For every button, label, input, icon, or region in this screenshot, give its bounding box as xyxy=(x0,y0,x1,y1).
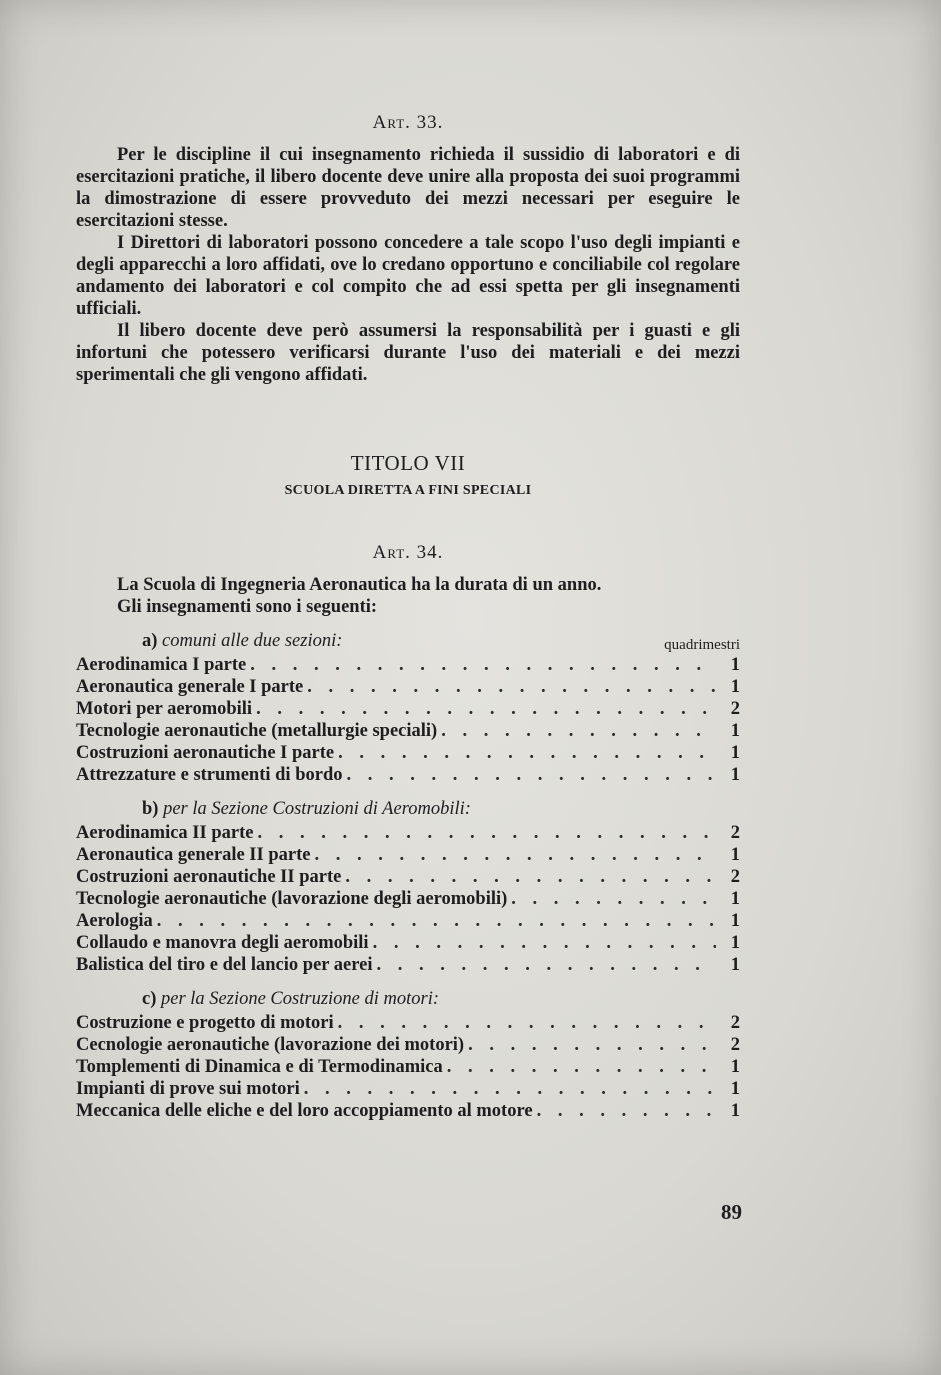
section-heading xyxy=(76,988,740,1012)
dot-leader xyxy=(376,954,716,976)
course-row xyxy=(76,1078,740,1100)
course-row xyxy=(76,954,740,976)
dot-leader xyxy=(257,822,716,844)
course-row xyxy=(76,910,740,932)
article-33-paragraph: Il libero docente deve però assumersi la responsabilità per i guasti e gli infortuni che potessero verificarsi durante l'uso dei materiali e dei mezzi sperimentali che gli vengono affidati. xyxy=(76,321,740,385)
course-row xyxy=(76,698,740,720)
course-quadrimestri-value: 1 xyxy=(730,845,740,865)
dot-leader xyxy=(468,1034,716,1056)
dot-leader xyxy=(256,698,716,720)
course-row xyxy=(76,822,740,844)
course-name: Attrezzature e strumenti di bordo xyxy=(76,765,343,785)
course-row xyxy=(76,1012,740,1034)
dot-leader xyxy=(441,720,716,742)
section-letter: c) xyxy=(142,989,157,1009)
course-name: Costruzioni aeronautiche I parte xyxy=(76,743,335,763)
section-title: comuni alle due sezioni: xyxy=(162,631,343,651)
course-name: Aeronautica generale I parte xyxy=(76,677,304,697)
course-row xyxy=(76,1100,740,1122)
course-name: Cecnologie aeronautiche (lavorazione dei motori) xyxy=(76,1035,465,1055)
course-name: Balistica del tiro e del lancio per aerei xyxy=(76,955,373,975)
title-subheading: SCUOLA DIRETTA A FINI SPECIALI xyxy=(284,483,532,498)
dot-leader xyxy=(157,910,716,932)
course-quadrimestri-value: 2 xyxy=(730,1035,740,1055)
course-name: Collaudo e manovra degli aeromobili xyxy=(76,933,369,953)
dot-leader xyxy=(314,844,716,866)
article-34-heading: Art. 34. xyxy=(372,542,444,563)
dot-leader xyxy=(373,932,716,954)
course-row xyxy=(76,844,740,866)
course-quadrimestri-value: 2 xyxy=(730,1013,740,1033)
dot-leader xyxy=(250,654,716,676)
dot-leader xyxy=(511,888,716,910)
page-content xyxy=(76,112,740,1122)
dot-leader xyxy=(345,866,716,888)
section-letter: b) xyxy=(142,799,159,819)
article-34-paragraph: Gli insegnamenti sono i seguenti: xyxy=(117,597,378,617)
course-row xyxy=(76,1056,740,1078)
dot-leader xyxy=(338,1012,716,1034)
course-name: Tomplementi di Dinamica e di Termodinamica xyxy=(76,1057,443,1077)
course-row xyxy=(76,1034,740,1056)
course-quadrimestri-value: 1 xyxy=(730,933,740,953)
course-name: Costruzione e progetto di motori xyxy=(76,1013,334,1033)
title-heading: TITOLO VII xyxy=(350,451,466,475)
course-sections xyxy=(76,630,740,1122)
section-title: per la Sezione Costruzione di motori: xyxy=(161,989,440,1009)
course-name: Tecnologie aeronautiche (lavorazione degli aeromobili) xyxy=(76,889,508,909)
course-row xyxy=(76,676,740,698)
course-name: Impianti di prove sui motori xyxy=(76,1079,300,1099)
course-quadrimestri-value: 1 xyxy=(730,655,740,675)
course-quadrimestri-value: 2 xyxy=(730,823,740,843)
course-quadrimestri-value: 1 xyxy=(730,911,740,931)
course-name: Tecnologie aeronautiche (metallurgie speciali) xyxy=(76,721,438,741)
article-33-heading: Art. 33. xyxy=(372,112,444,133)
course-name: Aeronautica generale II parte xyxy=(76,845,311,865)
course-quadrimestri-value: 1 xyxy=(730,677,740,697)
course-row xyxy=(76,742,740,764)
article-33-paragraph: I Direttori di laboratori possono concedere a tale scopo l'uso degli impianti e degli apparecchi a loro affidati, ove lo credano opportuno e conciliabile col regolare andamento dei laboratori e col compito che ad essi spetta per gli insegnamenti ufficiali. xyxy=(76,233,740,319)
section-heading xyxy=(76,630,740,654)
dot-leader xyxy=(447,1056,716,1078)
course-row xyxy=(76,654,740,676)
course-row xyxy=(76,888,740,910)
course-row xyxy=(76,932,740,954)
course-row xyxy=(76,866,740,888)
course-quadrimestri-value: 1 xyxy=(730,889,740,909)
course-quadrimestri-value: 1 xyxy=(730,1057,740,1077)
dot-leader xyxy=(307,676,716,698)
course-quadrimestri-value: 1 xyxy=(730,1079,740,1099)
course-quadrimestri-value: 1 xyxy=(730,1101,740,1121)
course-name: Aerologia xyxy=(76,911,153,931)
article-34-paragraph: La Scuola di Ingegneria Aeronautica ha la durata di un anno. xyxy=(117,575,602,595)
course-name: Motori per aeromobili xyxy=(76,699,253,719)
course-quadrimestri-value: 1 xyxy=(730,721,740,741)
course-row xyxy=(76,720,740,742)
course-row xyxy=(76,764,740,786)
course-quadrimestri-value: 1 xyxy=(730,955,740,975)
section-letter: a) xyxy=(142,631,158,651)
course-name: Costruzioni aeronautiche II parte xyxy=(76,867,342,887)
course-name: Aerodinamica II parte xyxy=(76,823,254,843)
section-heading xyxy=(76,798,740,822)
dot-leader xyxy=(346,764,716,786)
course-quadrimestri-value: 2 xyxy=(730,867,740,887)
section-title: per la Sezione Costruzioni di Aeromobili: xyxy=(163,799,471,819)
dot-leader xyxy=(338,742,716,764)
page-number: 89 xyxy=(721,1200,742,1224)
dot-leader xyxy=(304,1078,716,1100)
dot-leader xyxy=(537,1100,716,1122)
course-name: Aerodinamica I parte xyxy=(76,655,247,675)
column-header-quadrimestri: quadrimestri xyxy=(664,637,740,653)
course-quadrimestri-value: 1 xyxy=(730,743,740,763)
course-quadrimestri-value: 2 xyxy=(730,699,740,719)
article-33-paragraph: Per le discipline il cui insegnamento richieda il sussidio di laboratori e di esercitazioni pratiche, il libero docente deve unire alla proposta dei suoi programmi la dimostrazione di essere provveduto dei mezzi necessari per eseguire le esercitazioni stesse. xyxy=(76,145,740,231)
course-quadrimestri-value: 1 xyxy=(730,765,740,785)
course-name: Meccanica delle eliche e del loro accoppiamento al motore xyxy=(76,1101,533,1121)
